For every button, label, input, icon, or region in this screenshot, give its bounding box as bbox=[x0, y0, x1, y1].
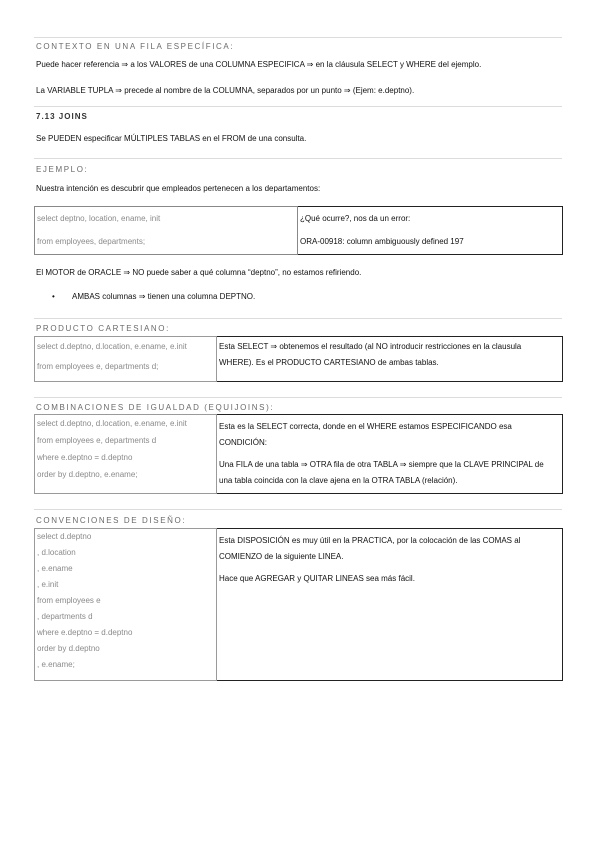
code-line: select d.deptno, d.location, e.ename, e.init bbox=[37, 342, 187, 351]
code-line: from employees e bbox=[37, 596, 101, 605]
bullet-dot: • bbox=[52, 292, 55, 301]
code-line: , e.ename bbox=[37, 564, 73, 573]
joins-line-1: Se PUEDEN especificar MÚLTIPLES TABLAS en el FROM de una consulta. bbox=[36, 134, 307, 143]
ejemplo-intro: Nuestra intención es descubrir que empleados pertenecen a los departamentos: bbox=[36, 184, 321, 193]
ejemplo-bullet: AMBAS columnas ⇒ tienen una columna DEPTNO. bbox=[72, 292, 256, 301]
section-title-combinaciones: COMBINACIONES DE IGUALDAD (EQUIJOINS): bbox=[36, 403, 275, 412]
result-line: ORA-00918: column ambiguously defined 197 bbox=[300, 237, 464, 246]
code-line: , d.location bbox=[37, 548, 76, 557]
code-line: , e.init bbox=[37, 580, 59, 589]
ejemplo-note: El MOTOR de ORACLE ⇒ NO puede saber a qué columna “deptno”, no estamos refiriendo. bbox=[36, 268, 362, 277]
divider bbox=[34, 397, 562, 398]
code-line: select d.deptno bbox=[37, 532, 92, 541]
code-line: from employees e, departments d; bbox=[37, 362, 159, 371]
convenciones-desc-2: Hace que AGREGAR y QUITAR LINEAS sea más fácil. bbox=[219, 574, 415, 583]
combinaciones-desc-2: Una FILA de una tabla ⇒ OTRA fila de otra TABLA ⇒ siempre que la CLAVE PRINCIPAL de una tabla coincida con la clave ajena en la OTRA TABLA (relación). bbox=[219, 460, 544, 485]
code-line: from employees e, departments d bbox=[37, 436, 157, 445]
divider bbox=[34, 509, 562, 510]
producto-desc: Esta SELECT ⇒ obtenemos el resultado (al NO introducir restricciones en la clausula WHERE). Es el PRODUCTO CARTESIANO de ambas tablas. bbox=[219, 342, 522, 367]
combinaciones-desc-1: Esta es la SELECT correcta, donde en el WHERE estamos ESPECIFICANDO esa CONDICIÓN: bbox=[219, 422, 512, 447]
code-line: order by d.deptno, e.ename; bbox=[37, 470, 138, 479]
section-title-convenciones: CONVENCIONES DE DISEÑO: bbox=[36, 516, 187, 525]
convenciones-table bbox=[34, 528, 563, 681]
section-title-ejemplo: EJEMPLO: bbox=[36, 165, 89, 174]
producto-code-cell bbox=[35, 337, 217, 382]
ejemplo-table bbox=[34, 206, 563, 255]
code-line: from employees, departments; bbox=[37, 237, 146, 246]
section-title-joins: 7.13 JOINS bbox=[36, 112, 88, 121]
divider bbox=[34, 37, 562, 38]
convenciones-desc-1: Esta DISPOSICIÓN es muy útil en la PRACTICA, por la colocación de las COMAS al COMIENZO de la siguiente LINEA. bbox=[219, 536, 521, 561]
divider bbox=[34, 158, 562, 159]
producto-table bbox=[34, 336, 563, 382]
divider bbox=[34, 318, 562, 319]
code-line: , departments d bbox=[37, 612, 93, 621]
producto-desc-cell bbox=[217, 337, 563, 382]
divider bbox=[34, 106, 562, 107]
section-title-contexto: CONTEXTO EN UNA FILA ESPECÍFICA: bbox=[36, 42, 235, 51]
code-line: select deptno, location, ename, init bbox=[37, 214, 161, 223]
ejemplo-code-cell bbox=[35, 207, 298, 255]
convenciones-code-cell bbox=[35, 529, 217, 681]
contexto-line-2: La VARIABLE TUPLA ⇒ precede al nombre de la COLUMNA, separados por un punto ⇒ (Ejem: e.deptno). bbox=[36, 86, 415, 95]
code-line: order by d.deptno bbox=[37, 644, 100, 653]
code-line: where e.deptno = d.deptno bbox=[37, 628, 133, 637]
contexto-line-1: Puede hacer referencia ⇒ a los VALORES de una COLUMNA ESPECIFICA ⇒ en la cláusula SELECT y WHERE del ejemplo. bbox=[36, 60, 482, 69]
result-line: ¿Qué ocurre?, nos da un error: bbox=[300, 214, 411, 223]
code-line: select d.deptno, d.location, e.ename, e.init bbox=[37, 419, 187, 428]
convenciones-desc-cell bbox=[217, 529, 563, 681]
combinaciones-desc-cell bbox=[217, 415, 563, 494]
code-line: , e.ename; bbox=[37, 660, 75, 669]
combinaciones-table bbox=[34, 414, 563, 494]
code-line: where e.deptno = d.deptno bbox=[37, 453, 133, 462]
ejemplo-result-cell bbox=[298, 207, 563, 255]
combinaciones-code-cell bbox=[35, 415, 217, 494]
section-title-producto: PRODUCTO CARTESIANO: bbox=[36, 324, 170, 333]
